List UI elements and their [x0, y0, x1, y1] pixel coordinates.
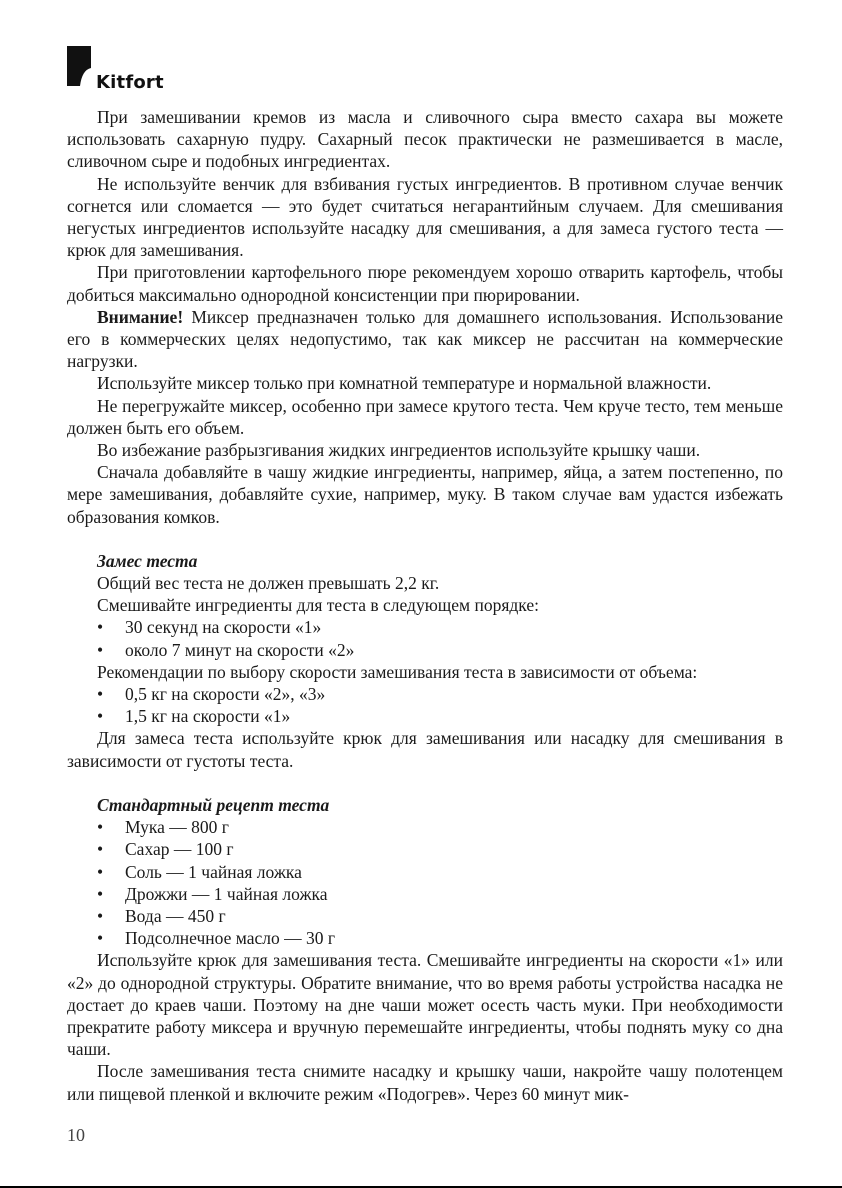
attention-label: Внимание! — [97, 306, 184, 327]
list-item: • 0,5 кг на скорости «2», «3» — [67, 683, 783, 705]
paragraph: Сначала добавляйте в чашу жидкие ингредиенты, например, яйца, а затем постепенно, по мере замешивания, добавляйте сухие, например, муку. В таком случае вам удастся избежать образования комков. — [67, 462, 783, 527]
order-list — [67, 616, 783, 660]
paragraph: Для замеса теста используйте крюк для замешивания или насадку для смешивания в зависимости от густоты теста. — [67, 728, 783, 771]
brand-name: Kitfort — [96, 72, 164, 93]
ingredient-list — [67, 816, 783, 949]
brand-logo — [67, 46, 187, 96]
kitfort-logo-icon — [67, 46, 91, 86]
section-heading-recipe: Стандартный рецепт теста — [97, 794, 330, 815]
attention-paragraph — [67, 306, 783, 373]
paragraph: Во избежание разбрызгивания жидких ингредиентов используйте крышку чаши. — [97, 440, 701, 461]
paragraph: Общий вес теста не должен превышать 2,2 кг. — [97, 573, 440, 594]
paragraph: Смешивайте ингредиенты для теста в следующем порядке: — [97, 595, 539, 616]
list-item: • Вода — 450 г — [67, 905, 783, 927]
list-item: • Дрожжи — 1 чайная ложка — [67, 883, 783, 905]
page-content — [67, 106, 783, 1105]
list-item: • 30 секунд на скорости «1» — [67, 616, 783, 638]
paragraph: После замешивания теста снимите насадку и крышку чаши, накройте чашу полотенцем или пищевой пленкой и включите режим «Подогрев». Через 60 минут мик- — [67, 1061, 783, 1104]
list-item: • Сахар — 100 г — [67, 838, 783, 860]
list-item: • 1,5 кг на скорости «1» — [67, 705, 783, 727]
list-item: • около 7 минут на скорости «2» — [67, 639, 783, 661]
speed-list — [67, 683, 783, 727]
paragraph: Не перегружайте миксер, особенно при замесе крутого теста. Чем круче тесто, тем меньше должен быть его объем. — [67, 395, 783, 438]
page-number: 10 — [67, 1125, 85, 1145]
attention-text: Миксер предназначен только для домашнего использования. Использование его в коммерческих целях недопустимо, так как миксер не рассчитан на коммерческие нагрузки. — [67, 306, 783, 372]
section-heading-dough: Замес теста — [97, 550, 198, 571]
paragraph: Рекомендации по выбору скорости замешивания теста в зависимости от объема: — [97, 661, 698, 682]
paragraph: Используйте миксер только при комнатной температуре и нормальной влажности. — [97, 373, 712, 394]
paragraph: Используйте крюк для замешивания теста. Смешивайте ингредиенты на скорости «1» или «2» до однородной структуры. Обратите внимание, что во время работы устройства насадка не достает до краев чаши. Поэтому на дне чаши может осесть часть муки. При необходимости прекратите работу миксера и вручную перемешайте ингредиенты, чтобы поднять муку со дна чаши. — [67, 950, 783, 1060]
list-item: • Соль — 1 чайная ложка — [67, 861, 783, 883]
list-item: • Мука — 800 г — [67, 816, 783, 838]
paragraph: При замешивании кремов из масла и сливочного сыра вместо сахара вы можете использовать сахарную пудру. Сахарный песок практически не размешивается в масле, сливочном сыре и подобных ингредиентах. — [67, 107, 783, 172]
list-item: • Подсолнечное масло — 30 г — [67, 927, 783, 949]
paragraph: При приготовлении картофельного пюре рекомендуем хорошо отварить картофель, чтобы добиться максимально однородной консистенции при пюрировании. — [67, 262, 783, 305]
paragraph: Не используйте венчик для взбивания густых ингредиентов. В противном случае венчик согнется или сломается — это будет считаться негарантийным случаем. Для смешивания негустых ингредиентов используйте насадку для смешивания, а для замеса густого теста — крюк для замешивания. — [67, 173, 783, 261]
